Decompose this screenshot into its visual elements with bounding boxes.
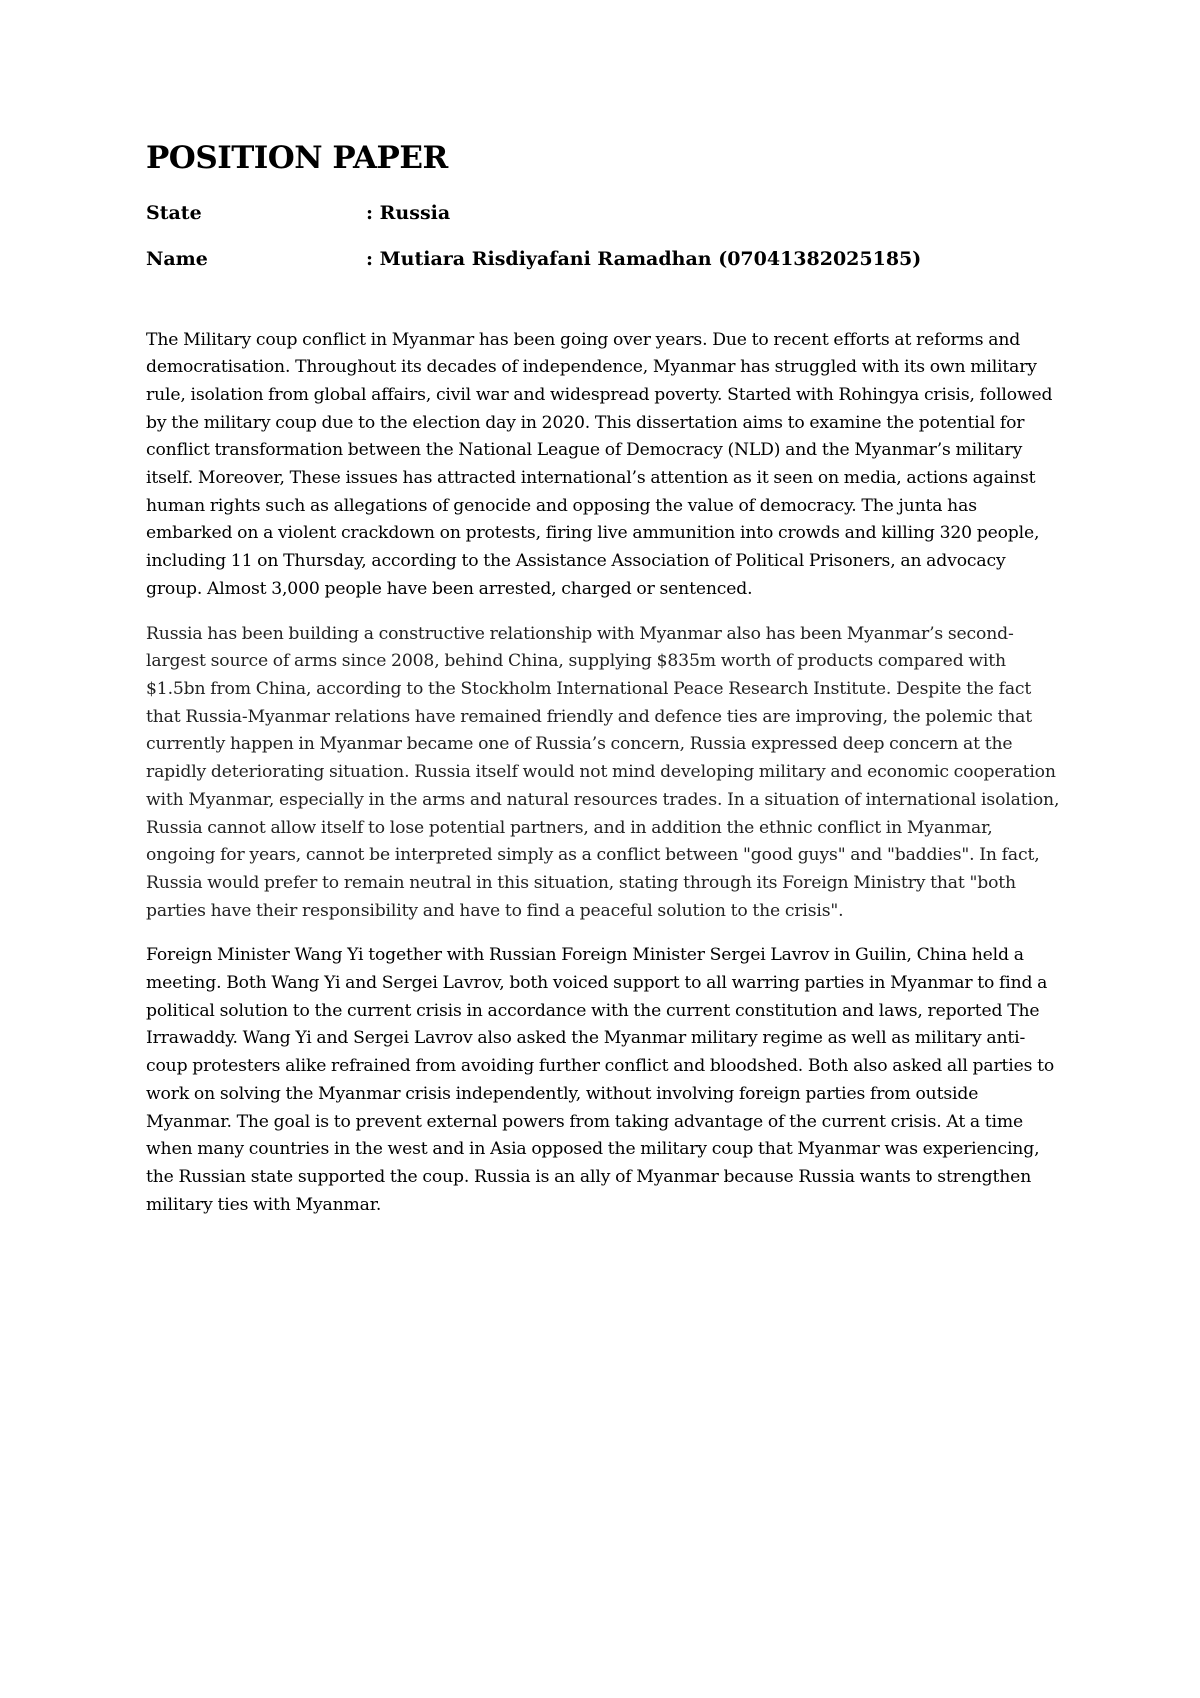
meta-value-state: Russia — [379, 202, 451, 225]
paragraph-1: The Military coup conflict in Myanmar has been going over years. Due to recent efforts at reforms and democratisation. Throughout its decades of independence, Myanmar has struggled with its own military rule, isolation from global affairs, civil war and widespread poverty. Started with Rohingya crisis, followed by the military coup due to the election day in 2020. This dissertation aims to examine the potential for conflict transformation between the National League of Democracy (NLD) and the Myanmar’s military itself. Moreover, These issues has attracted international’s attention as it seen on media, actions against human rights such as allegations of genocide and opposing the value of democracy. The junta has embarked on a violent crackdown on protests, firing live ammunition into crowds and killing 320 people, including 11 on Thursday, according to the Assistance Association of Political Prisoners, an advocacy group. Almost 3,000 people have been arrested, charged or sentenced. — [146, 329, 1053, 599]
meta-label-name: Name — [146, 247, 208, 270]
document-content — [146, 140, 1066, 1236]
meta-value-state-wrap — [366, 201, 1066, 226]
meta-row-name — [146, 247, 1066, 272]
meta-row-state — [146, 201, 1066, 226]
meta-value-name: Mutiara Risdiyafani Ramadhan (07041382025185) — [379, 247, 922, 270]
paragraph-2: Russia has been building a constructive relationship with Myanmar also has been Myanmar’s second-largest source of arms since 2008, behind China, supplying $835m worth of products compared with $1.5bn from China, according to the Stockholm International Peace Research Institute. Despite the fact that Russia-Myanmar relations have remained friendly and defence ties are improving, the polemic that currently happen in Myanmar became one of Russia’s concern, Russia expressed deep concern at the rapidly deteriorating situation. Russia itself would not mind developing military and economic cooperation with Myanmar, especially in the arms and natural resources trades. In a situation of international isolation, Russia cannot allow itself to lose potential partners, and in addition the ethnic conflict in Myanmar, ongoing for years, cannot be interpreted simply as a conflict between "good guys" and "baddies". In fact, Russia would prefer to remain neutral in this situation, stating through its Foreign Ministry that "both parties have their responsibility and have to find a peaceful solution to the crisis". — [146, 623, 1060, 921]
meta-label-state: State — [146, 202, 202, 225]
meta-separator-name: : — [366, 247, 380, 270]
paragraph-3: Foreign Minister Wang Yi together with Russian Foreign Minister Sergei Lavrov in Guilin, China held a meeting. Both Wang Yi and Sergei Lavrov, both voiced support to all warring parties in Myanmar to find a political solution to the current crisis in accordance with the current constitution and laws, reported The Irrawaddy. Wang Yi and Sergei Lavrov also asked the Myanmar military regime as well as military anti-coup protesters alike refrained from avoiding further conflict and bloodshed. Both also asked all parties to work on solving the Myanmar crisis independently, without involving foreign parties from outside Myanmar. The goal is to prevent external powers from taking advantage of the current crisis. At a time when many countries in the west and in Asia opposed the military coup that Myanmar was experiencing, the Russian state supported the coup. Russia is an ally of Myanmar because Russia wants to strengthen military ties with Myanmar. — [146, 945, 1055, 1215]
document-title: POSITION PAPER — [146, 140, 448, 176]
meta-separator-state: : — [366, 202, 380, 225]
meta-value-name-wrap — [366, 247, 1066, 272]
document-meta — [146, 201, 1066, 271]
